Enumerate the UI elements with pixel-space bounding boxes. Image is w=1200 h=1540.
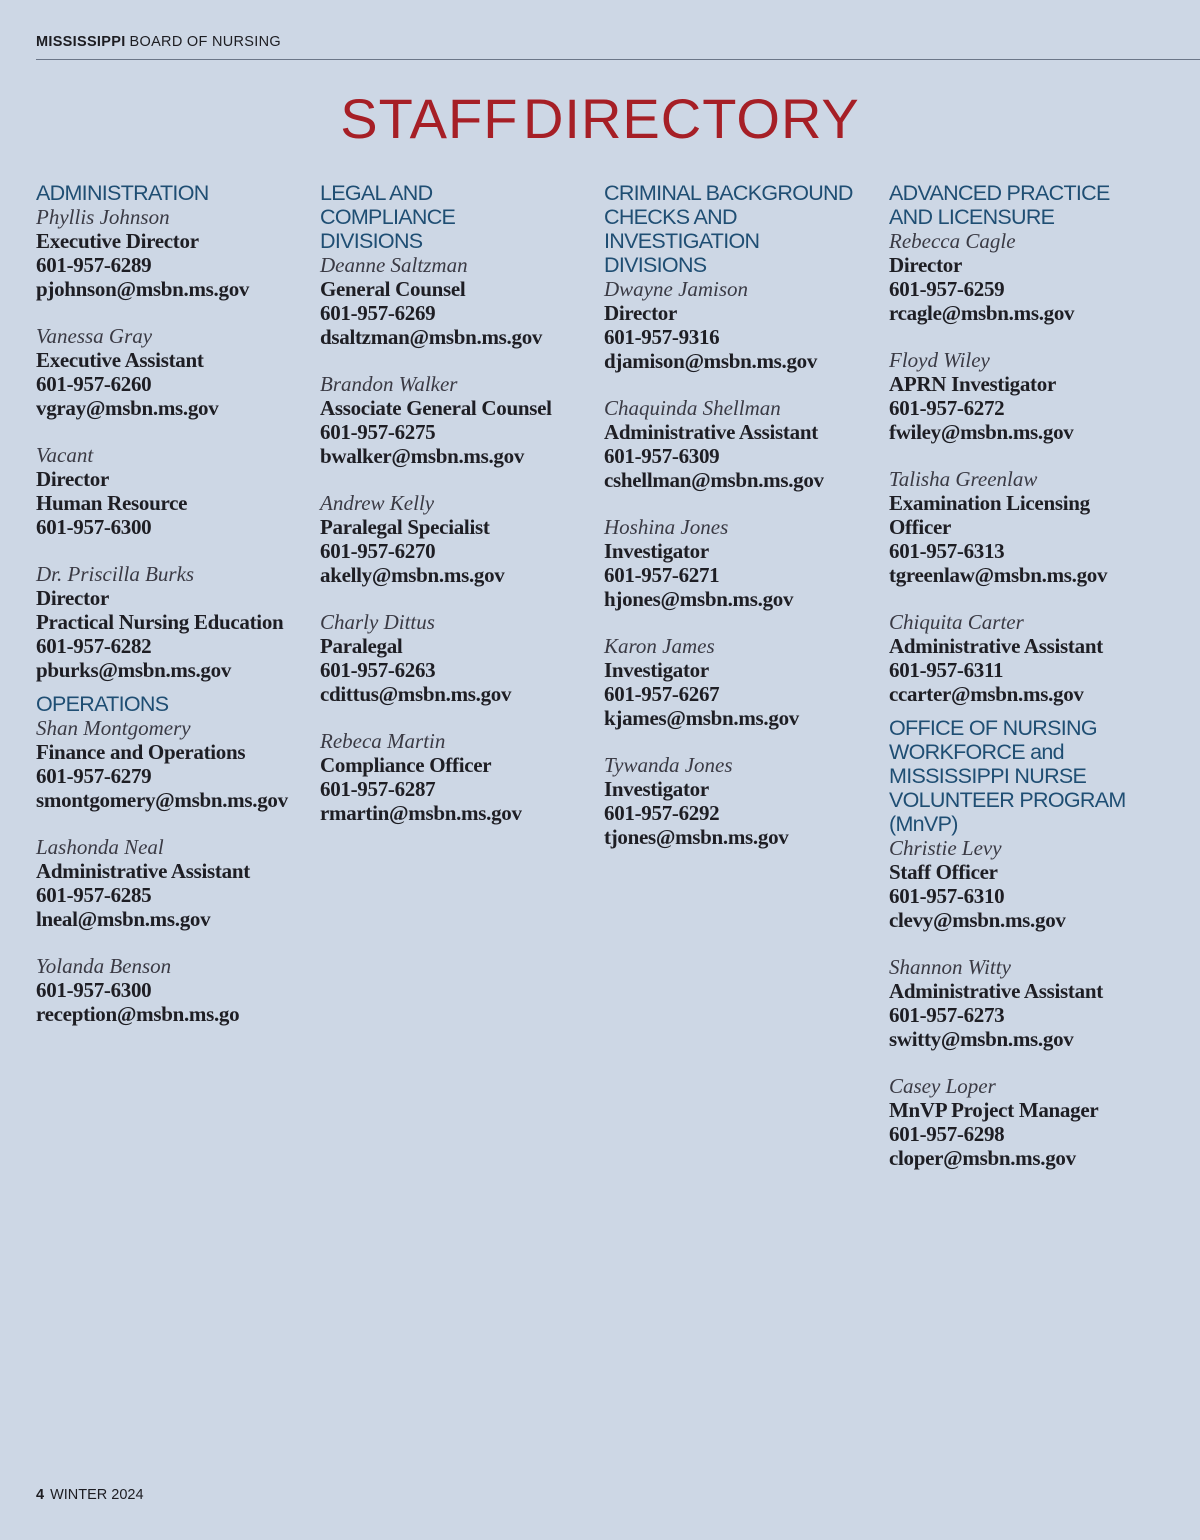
staff-name: Tywanda Jones <box>604 753 733 777</box>
staff-email[interactable]: kjames@msbn.ms.gov <box>604 706 799 730</box>
staff-phone: 601-957-6313 <box>889 539 1005 563</box>
staff-email[interactable]: rcagle@msbn.ms.gov <box>889 301 1075 325</box>
staff-title: Compliance Officer <box>320 753 492 777</box>
staff-phone: 601-957-6300 <box>36 515 152 539</box>
staff-title: Practical Nursing Education <box>36 610 284 634</box>
staff-name: Talisha Greenlaw <box>889 467 1038 491</box>
staff-title: Paralegal Specialist <box>320 515 490 539</box>
staff-email[interactable]: bwalker@msbn.ms.gov <box>320 444 525 468</box>
staff-title: Officer <box>889 515 952 539</box>
staff-phone: 601-957-6269 <box>320 301 436 325</box>
staff-name: Christie Levy <box>889 836 1002 860</box>
directory-column-4 <box>889 181 1174 1170</box>
staff-title: Examination Licensing <box>889 491 1090 515</box>
staff-entry <box>36 443 321 539</box>
staff-title: Administrative Assistant <box>889 634 1103 658</box>
staff-entry <box>889 955 1174 1051</box>
department-section <box>889 181 1174 706</box>
directory-column-2 <box>320 181 605 825</box>
staff-email[interactable]: fwiley@msbn.ms.gov <box>889 420 1074 444</box>
staff-email[interactable]: lneal@msbn.ms.gov <box>36 907 211 931</box>
staff-phone: 601-957-6270 <box>320 539 436 563</box>
staff-title: Executive Assistant <box>36 348 204 372</box>
department-section <box>36 692 321 1026</box>
staff-phone: 601-957-6311 <box>889 658 1004 682</box>
staff-name: Shannon Witty <box>889 955 1011 979</box>
staff-title: Associate General Counsel <box>320 396 552 420</box>
staff-email[interactable]: tgreenlaw@msbn.ms.gov <box>889 563 1108 587</box>
section-title: ADMINISTRATION <box>36 181 209 205</box>
staff-title: Director <box>604 301 677 325</box>
staff-name: Phyllis Johnson <box>36 205 170 229</box>
staff-title: Administrative Assistant <box>36 859 250 883</box>
staff-title: Director <box>36 467 109 491</box>
staff-entry <box>320 372 605 468</box>
staff-name: Hoshina Jones <box>604 515 729 539</box>
staff-email[interactable]: pjohnson@msbn.ms.gov <box>36 277 250 301</box>
staff-phone: 601-957-6275 <box>320 420 436 444</box>
staff-phone: 601-957-6298 <box>889 1122 1005 1146</box>
staff-name: Karon James <box>604 634 715 658</box>
staff-title: MnVP Project Manager <box>889 1098 1099 1122</box>
staff-email[interactable]: reception@msbn.ms.go <box>36 1002 240 1026</box>
staff-entry <box>36 716 321 812</box>
section-title: LEGAL AND COMPLIANCE DIVISIONS <box>320 181 456 253</box>
staff-entry <box>320 491 605 587</box>
staff-entry <box>320 729 605 825</box>
staff-entry <box>889 1074 1174 1170</box>
staff-title: Paralegal <box>320 634 403 658</box>
staff-title: Finance and Operations <box>36 740 246 764</box>
staff-entry <box>604 753 889 849</box>
staff-entry <box>604 277 889 373</box>
staff-email[interactable]: cdittus@msbn.ms.gov <box>320 682 512 706</box>
page-header <box>36 33 1200 60</box>
staff-title: Investigator <box>604 539 709 563</box>
staff-entry <box>36 954 321 1026</box>
staff-phone: 601-957-6273 <box>889 1003 1005 1027</box>
staff-entry <box>889 467 1174 587</box>
staff-name: Vanessa Gray <box>36 324 153 348</box>
department-section <box>889 716 1174 1170</box>
page-number: 4 <box>36 1487 45 1503</box>
staff-entry <box>36 562 321 682</box>
staff-entry <box>36 205 321 301</box>
directory-column-3 <box>604 181 889 849</box>
section-title: OFFICE OF NURSING WORKFORCE and MISSISSIPPI NURSE VOLUNTEER PROGRAM (MnVP) <box>889 716 1126 836</box>
staff-email[interactable]: akelly@msbn.ms.gov <box>320 563 505 587</box>
staff-name: Andrew Kelly <box>320 491 435 515</box>
department-section <box>36 181 321 682</box>
staff-entry <box>320 253 605 349</box>
issue-label: WINTER 2024 <box>50 1487 144 1503</box>
staff-name: Rebeca Martin <box>320 729 446 753</box>
staff-name: Chiquita Carter <box>889 610 1024 634</box>
staff-email[interactable]: rmartin@msbn.ms.gov <box>320 801 522 825</box>
staff-title: Administrative Assistant <box>889 979 1103 1003</box>
staff-phone: 601-957-6263 <box>320 658 436 682</box>
staff-name: Deanne Saltzman <box>320 253 468 277</box>
department-section <box>604 181 889 849</box>
section-title: CRIMINAL BACKGROUND CHECKS AND INVESTIGATION DIVISIONS <box>604 181 853 277</box>
staff-name: Lashonda Neal <box>36 835 164 859</box>
staff-entry <box>889 348 1174 444</box>
staff-phone: 601-957-6285 <box>36 883 152 907</box>
staff-entry <box>889 610 1174 706</box>
staff-email[interactable]: ccarter@msbn.ms.gov <box>889 682 1084 706</box>
staff-name: Brandon Walker <box>320 372 458 396</box>
section-title: OPERATIONS <box>36 692 169 716</box>
staff-phone: 601-957-6260 <box>36 372 152 396</box>
staff-name: Floyd Wiley <box>889 348 990 372</box>
staff-phone: 601-957-6310 <box>889 884 1005 908</box>
staff-phone: 601-957-6309 <box>604 444 720 468</box>
staff-name: Dr. Priscilla Burks <box>36 562 195 586</box>
staff-entry <box>889 836 1174 932</box>
staff-email[interactable]: hjones@msbn.ms.gov <box>604 587 794 611</box>
staff-email[interactable]: vgray@msbn.ms.gov <box>36 396 219 420</box>
staff-phone: 601-957-6282 <box>36 634 152 658</box>
staff-title: Human Resource <box>36 491 188 515</box>
staff-email[interactable]: dsaltzman@msbn.ms.gov <box>320 325 543 349</box>
staff-phone: 601-957-6300 <box>36 978 152 1002</box>
staff-entry <box>604 515 889 611</box>
staff-phone: 601-957-6267 <box>604 682 720 706</box>
staff-name: Charly Dittus <box>320 610 435 634</box>
staff-title: Investigator <box>604 777 709 801</box>
staff-phone: 601-957-6289 <box>36 253 152 277</box>
staff-phone: 601-957-6287 <box>320 777 436 801</box>
staff-phone: 601-957-6272 <box>889 396 1005 420</box>
staff-entry <box>320 610 605 706</box>
page-footer <box>36 1487 144 1503</box>
header-org-bold: MISSISSIPPI <box>36 34 126 50</box>
staff-phone: 601-957-6271 <box>604 563 720 587</box>
header-org-rest: BOARD OF NURSING <box>129 34 281 50</box>
staff-email[interactable]: switty@msbn.ms.gov <box>889 1027 1074 1051</box>
staff-name: Dwayne Jamison <box>604 277 749 301</box>
staff-entry <box>36 324 321 420</box>
staff-name: Casey Loper <box>889 1074 996 1098</box>
staff-email[interactable]: tjones@msbn.ms.gov <box>604 825 789 849</box>
staff-title: APRN Investigator <box>889 372 1056 396</box>
department-section <box>320 181 605 825</box>
staff-phone: 601-957-6279 <box>36 764 152 788</box>
staff-email[interactable]: djamison@msbn.ms.gov <box>604 349 818 373</box>
staff-title: Executive Director <box>36 229 199 253</box>
staff-entry <box>36 835 321 931</box>
staff-email[interactable]: smontgomery@msbn.ms.gov <box>36 788 288 812</box>
directory-column-1 <box>36 181 321 1026</box>
staff-email[interactable]: cshellman@msbn.ms.gov <box>604 468 824 492</box>
staff-email[interactable]: pburks@msbn.ms.gov <box>36 658 232 682</box>
staff-title: Staff Officer <box>889 860 998 884</box>
staff-name: Shan Montgomery <box>36 716 191 740</box>
page-title: STAFF DIRECTORY <box>340 87 860 150</box>
staff-name: Yolanda Benson <box>36 954 172 978</box>
section-title: ADVANCED PRACTICE AND LICENSURE <box>889 181 1110 229</box>
staff-title: Director <box>889 253 962 277</box>
staff-name: Chaquinda Shellman <box>604 396 781 420</box>
staff-title: Director <box>36 586 109 610</box>
staff-title: General Counsel <box>320 277 466 301</box>
staff-phone: 601-957-6292 <box>604 801 720 825</box>
staff-entry <box>604 634 889 730</box>
staff-phone: 601-957-9316 <box>604 325 720 349</box>
staff-entry <box>604 396 889 492</box>
staff-entry <box>889 229 1174 325</box>
staff-name: Vacant <box>36 443 94 467</box>
staff-title: Administrative Assistant <box>604 420 818 444</box>
staff-phone: 601-957-6259 <box>889 277 1005 301</box>
staff-email[interactable]: cloper@msbn.ms.gov <box>889 1146 1076 1170</box>
staff-title: Investigator <box>604 658 709 682</box>
staff-name: Rebecca Cagle <box>889 229 1016 253</box>
staff-email[interactable]: clevy@msbn.ms.gov <box>889 908 1066 932</box>
